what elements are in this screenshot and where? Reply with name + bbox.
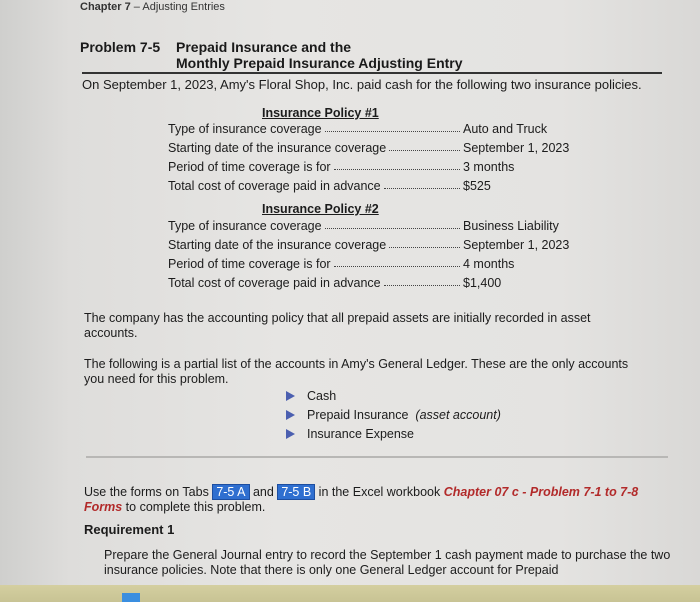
triangle-bullet-icon [286,429,295,439]
leader-dots [325,122,460,132]
row-value: September 1, 2023 [463,238,570,252]
instructions-suffix: to complete this problem. [122,500,266,514]
policy-1-row [168,160,588,174]
account-item-insurance-expense [286,427,414,441]
row-value: $1,400 [463,276,502,290]
tab-7-5-a-badge: 7-5 A [212,484,249,500]
policy-2-row [168,219,588,233]
instructions-middle: in the Excel workbook [315,485,444,499]
instructions-and: and [249,485,278,499]
problem-number: Problem 7-5 [80,39,161,55]
row-value: Auto and Truck [463,122,548,136]
account-name: Cash [307,389,337,403]
leader-dots [389,141,460,151]
chapter-header [80,1,225,13]
policy-2-heading: Insurance Policy #2 [262,202,379,216]
row-value: $525 [463,179,491,193]
row-value: September 1, 2023 [463,141,570,155]
title-divider [82,72,662,74]
requirement-heading: Requirement 1 [84,522,175,537]
row-label: Total cost of coverage paid in advance [168,179,381,193]
row-value: Business Liability [463,219,559,233]
row-label: Starting date of the insurance coverage [168,238,387,252]
account-item-cash [286,389,336,403]
section-divider [86,456,668,458]
intro-text: On September 1, 2023, Amy's Floral Shop, Inc. paid cash for the following two insurance policies. [82,77,642,92]
windows-start-icon[interactable] [122,593,140,602]
row-value: 4 months [463,257,515,271]
chapter-label: Chapter 7 [80,1,131,13]
policy-2-row [168,257,588,271]
problem-title [176,39,463,71]
problem-title-line1: Prepaid Insurance and the [176,39,352,55]
triangle-bullet-icon [286,410,295,420]
policy-1-row [168,122,588,136]
account-name: Prepaid Insurance [307,408,409,422]
account-name: Insurance Expense [307,427,415,441]
row-label: Starting date of the insurance coverage [168,141,387,155]
row-label: Total cost of coverage paid in advance [168,276,381,290]
tab-7-5-b-badge: 7-5 B [277,484,315,500]
taskbar [0,585,700,602]
accounting-policy-text: The company has the accounting policy that all prepaid assets are initially recorded in asset accounts. [84,311,591,340]
triangle-bullet-icon [286,391,295,401]
row-label: Period of time coverage is for [168,257,331,271]
row-label: Type of insurance coverage [168,219,322,233]
leader-dots [384,179,460,189]
leader-dots [334,160,460,170]
row-label: Type of insurance coverage [168,122,322,136]
leader-dots [389,238,460,248]
row-label: Period of time coverage is for [168,160,331,174]
instructions-prefix: Use the forms on Tabs [84,485,213,499]
policy-1-row [168,179,588,193]
policy-1-heading: Insurance Policy #1 [262,106,379,120]
policy-2-row [168,238,588,252]
chapter-separator: – [130,1,143,13]
leader-dots [384,276,460,286]
instructions-text [84,485,664,515]
chapter-title: Adjusting Entries [142,1,225,13]
row-value: 3 months [463,160,515,174]
account-note: (asset account) [415,408,501,422]
ledger-text: The following is a partial list of the accounts in Amy's General Ledger. These are the only accounts you need for this problem. [84,357,629,386]
policy-2-row [168,276,588,290]
workbook-name: Chapter 07 c - Problem 7-1 to 7-8 Forms [84,485,639,514]
leader-dots [334,257,460,267]
leader-dots [325,219,460,229]
problem-title-line2: Monthly Prepaid Insurance Adjusting Entry [176,55,463,71]
account-item-prepaid-insurance [286,408,501,422]
requirement-body: Prepare the General Journal entry to record the September 1 cash payment made to purchase the two insurance policies. Note that there is only one General Ledger account for Prepaid [104,548,671,577]
policy-1-row [168,141,588,155]
